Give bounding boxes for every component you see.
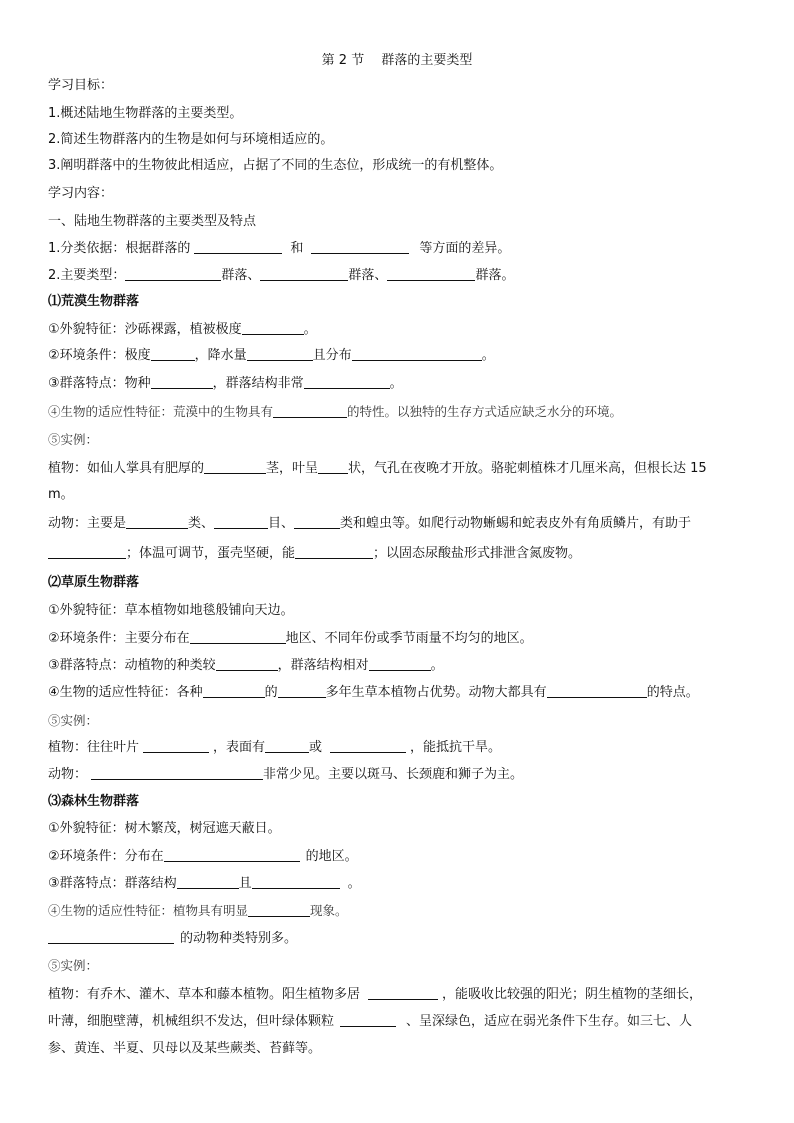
text: 动物： bbox=[48, 767, 88, 782]
text: ，降水量 bbox=[194, 348, 247, 363]
forest-example-label: ⑤实例： bbox=[48, 958, 99, 973]
text: 植物：往往叶片 bbox=[48, 740, 140, 755]
text: 的特性。以独特的生存方式适应缺乏水分的环境。 bbox=[347, 404, 623, 419]
blank[interactable] bbox=[330, 739, 406, 753]
grassland-community bbox=[48, 657, 444, 675]
forest-plants-2 bbox=[48, 1013, 692, 1031]
blank[interactable] bbox=[48, 930, 174, 944]
text: 1.分类依据：根据群落的 bbox=[48, 241, 191, 256]
text: 。 bbox=[481, 348, 495, 363]
grassland-example-label: ⑤实例： bbox=[48, 713, 99, 728]
goal-1: 1.概述陆地生物群落的主要类型。 bbox=[48, 106, 243, 121]
blank[interactable] bbox=[190, 630, 286, 644]
blank[interactable] bbox=[273, 404, 347, 418]
desert-example-label: ⑤实例： bbox=[48, 432, 99, 447]
text: 的 bbox=[264, 685, 278, 700]
blank[interactable] bbox=[294, 515, 340, 529]
page-title: 第 2 节 群落的主要类型 bbox=[321, 53, 473, 68]
forest-appearance: ①外貌特征：树木繁茂，树冠遮天蔽日。 bbox=[48, 821, 281, 836]
forest-plants-3: 参、黄连、半夏、贝母以及某些蕨类、苔藓等。 bbox=[48, 1041, 322, 1056]
text: ③群落特点：物种 bbox=[48, 376, 151, 391]
blank[interactable] bbox=[311, 240, 409, 254]
grassland-plants bbox=[48, 739, 501, 757]
text: 叶薄，细胞壁薄，机械组织不发达，但叶绿体颗粒 bbox=[48, 1014, 335, 1029]
forest-heading: ⑶森林生物群落 bbox=[48, 794, 140, 809]
grassland-environment bbox=[48, 630, 533, 648]
blank[interactable] bbox=[340, 1013, 396, 1027]
blank[interactable] bbox=[252, 875, 340, 889]
text: 2.主要类型： bbox=[48, 268, 126, 283]
desert-adaptation bbox=[48, 403, 622, 421]
forest-plants-1 bbox=[48, 986, 702, 1004]
desert-environment bbox=[48, 347, 495, 365]
text: 非常少见。主要以斑马、长颈鹿和狮子为主。 bbox=[263, 767, 524, 782]
text: 。 bbox=[347, 876, 361, 891]
text: ②环境条件：极度 bbox=[48, 348, 151, 363]
blank[interactable] bbox=[304, 375, 390, 389]
text: 动物：主要是 bbox=[48, 516, 127, 531]
goal-3: 3.阐明群落中的生物彼此相适应，占据了不同的生态位，形成统一的有机整体。 bbox=[48, 158, 503, 173]
text: 类、 bbox=[188, 516, 215, 531]
text: ，群落结构非常 bbox=[212, 376, 304, 391]
blank[interactable] bbox=[214, 515, 268, 529]
text: 或 bbox=[309, 740, 323, 755]
blank[interactable] bbox=[278, 684, 326, 698]
text: ④生物的适应性特征：荒漠中的生物具有 bbox=[48, 404, 274, 419]
blank[interactable] bbox=[91, 766, 263, 780]
blank[interactable] bbox=[216, 657, 278, 671]
text: ②环境条件：分布在 bbox=[48, 849, 164, 864]
blank[interactable] bbox=[143, 739, 209, 753]
blank[interactable] bbox=[352, 347, 482, 361]
desert-animals-cont bbox=[48, 545, 581, 563]
blank[interactable] bbox=[318, 460, 348, 474]
text: ④生物的适应性特征：植物具有明显 bbox=[48, 903, 249, 918]
blank[interactable] bbox=[547, 684, 647, 698]
blank[interactable] bbox=[242, 321, 304, 335]
text: ②环境条件：主要分布在 bbox=[48, 631, 190, 646]
text: ①外貌特征：沙砾裸露，植被极度 bbox=[48, 322, 242, 337]
text: 状，气孔在夜晚才开放。骆驼刺植株才几厘米高，但根长达 15 bbox=[348, 461, 707, 476]
text: 现象。 bbox=[310, 903, 348, 918]
text: 茎，叶呈 bbox=[266, 461, 319, 476]
forest-environment bbox=[48, 848, 358, 866]
desert-plants-cont: m。 bbox=[48, 487, 74, 502]
forest-animals bbox=[48, 930, 297, 948]
goals-heading: 学习目标： bbox=[48, 78, 114, 93]
blank[interactable] bbox=[203, 684, 265, 698]
text: ；以固态尿酸盐形式排泄含氮废物。 bbox=[373, 546, 582, 561]
blank[interactable] bbox=[48, 545, 126, 559]
desert-plants bbox=[48, 460, 707, 478]
grassland-animals bbox=[48, 766, 523, 784]
grassland-appearance: ①外貌特征：草本植物如地毯般铺向天边。 bbox=[48, 603, 294, 618]
text: 植物：有乔木、灌木、草本和藤本植物。阳生植物多居 bbox=[48, 987, 361, 1002]
blank[interactable] bbox=[177, 875, 239, 889]
text: 地区、不同年份或季节雨量不均匀的地区。 bbox=[285, 631, 533, 646]
grassland-adaptation bbox=[48, 684, 699, 702]
goal-2: 2.简述生物群落内的生物是如何与环境相适应的。 bbox=[48, 132, 334, 147]
blank[interactable] bbox=[204, 460, 266, 474]
blank[interactable] bbox=[248, 903, 310, 917]
blank[interactable] bbox=[368, 986, 438, 1000]
text: 、呈深绿色，适应在弱光条件下生存。如三七、人 bbox=[406, 1014, 693, 1029]
grassland-heading: ⑵草原生物群落 bbox=[48, 575, 140, 590]
content-heading: 学习内容： bbox=[48, 186, 114, 201]
text: 等方面的差异。 bbox=[419, 241, 511, 256]
text: ，表面有 bbox=[213, 740, 266, 755]
text: ，能抵抗干旱。 bbox=[410, 740, 502, 755]
blank[interactable] bbox=[295, 545, 373, 559]
text: 且 bbox=[238, 876, 252, 891]
text: ；体温可调节，蛋壳坚硬，能 bbox=[126, 546, 296, 561]
blank[interactable] bbox=[247, 347, 313, 361]
blank[interactable] bbox=[164, 848, 300, 862]
blank[interactable] bbox=[369, 657, 431, 671]
text: 群落。 bbox=[475, 268, 515, 283]
desert-animals bbox=[48, 515, 691, 533]
text: 植物：如仙人掌具有肥厚的 bbox=[48, 461, 205, 476]
types-line bbox=[48, 267, 514, 285]
text: 的动物种类特别多。 bbox=[180, 931, 298, 946]
blank[interactable] bbox=[125, 267, 221, 281]
text: 。 bbox=[303, 322, 317, 337]
blank[interactable] bbox=[387, 267, 475, 281]
text: 的特点。 bbox=[646, 685, 699, 700]
blank[interactable] bbox=[194, 240, 282, 254]
desert-heading: ⑴荒漠生物群落 bbox=[48, 294, 140, 309]
text: ④生物的适应性特征：各种 bbox=[48, 685, 203, 700]
text: 。 bbox=[389, 376, 403, 391]
text: 多年生草本植物占优势。动物大都具有 bbox=[325, 685, 547, 700]
text: 目、 bbox=[268, 516, 295, 531]
text: 群落、 bbox=[348, 268, 388, 283]
text: 的地区。 bbox=[305, 849, 358, 864]
forest-community bbox=[48, 875, 361, 893]
text: ，能吸收比较强的阳光；阴生植物的茎细长， bbox=[442, 987, 703, 1002]
desert-community bbox=[48, 375, 403, 393]
forest-adaptation bbox=[48, 902, 348, 920]
text: ，群落结构相对 bbox=[277, 658, 369, 673]
blank[interactable] bbox=[126, 515, 188, 529]
classification-line bbox=[48, 240, 510, 258]
text: 类和蝗虫等。如爬行动物蜥蜴和蛇表皮外有角质鳞片，有助于 bbox=[340, 516, 692, 531]
text: 和 bbox=[290, 241, 304, 256]
text: 且分布 bbox=[312, 348, 352, 363]
desert-appearance bbox=[48, 321, 317, 339]
text: ③群落特点：群落结构 bbox=[48, 876, 177, 891]
blank[interactable] bbox=[151, 375, 213, 389]
text: ③群落特点：动植物的种类较 bbox=[48, 658, 216, 673]
text: 。 bbox=[430, 658, 444, 673]
blank[interactable] bbox=[151, 347, 195, 361]
section-heading: 一、陆地生物群落的主要类型及特点 bbox=[48, 214, 257, 229]
text: 群落、 bbox=[221, 268, 261, 283]
blank[interactable] bbox=[265, 739, 309, 753]
blank[interactable] bbox=[260, 267, 348, 281]
